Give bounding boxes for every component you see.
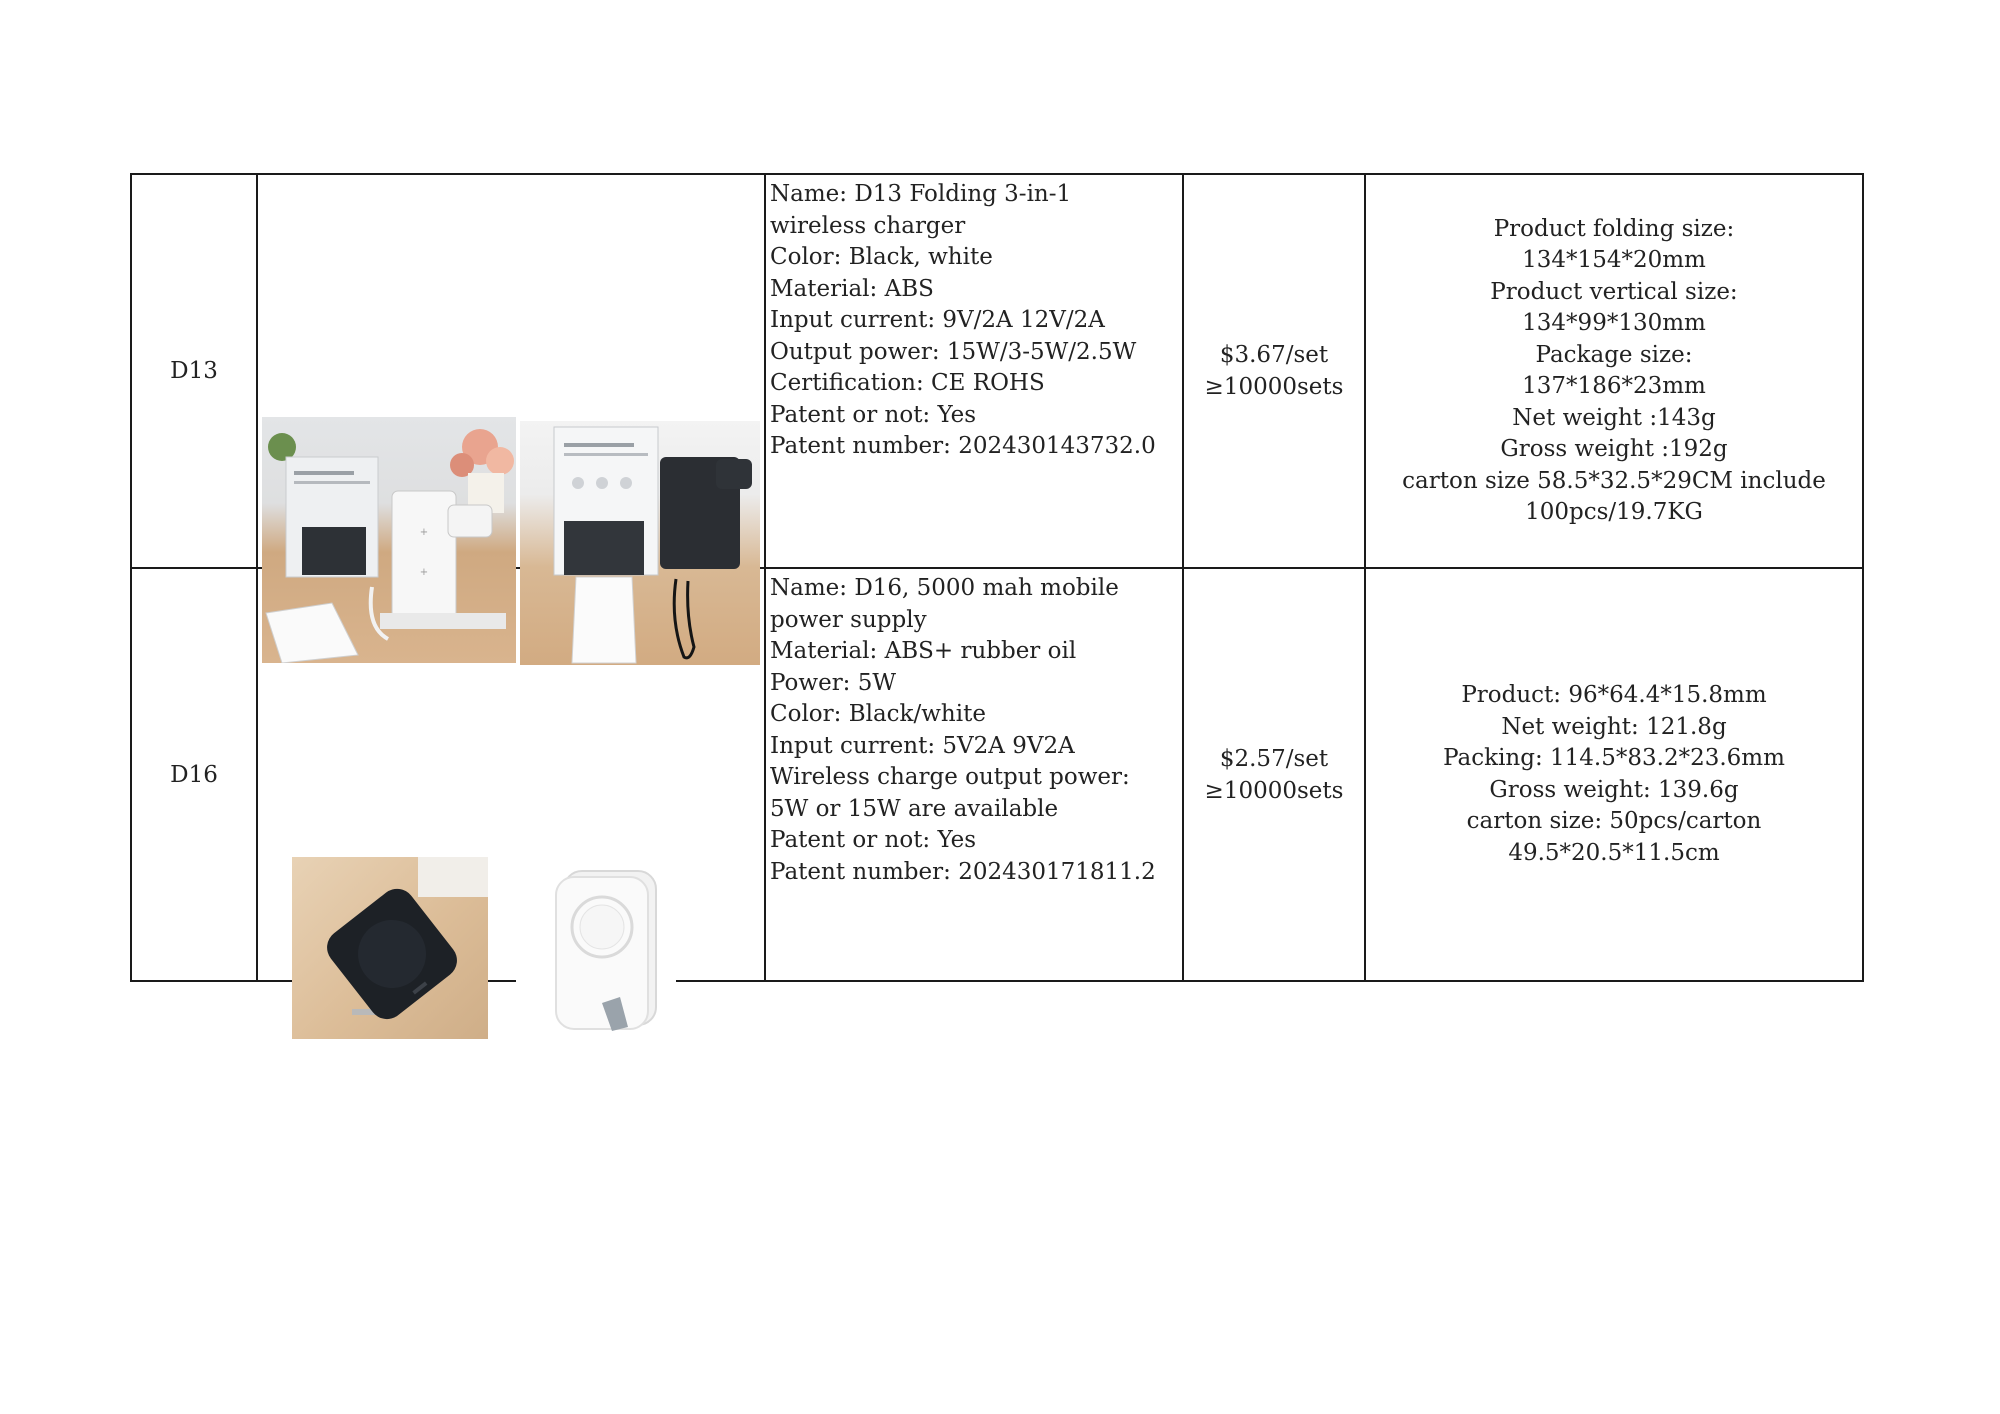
product-code: D16 [131,568,257,981]
spec-line: Input current: 5V2A 9V2A [770,732,1075,759]
spec-line: Wireless charge output power: [770,764,1130,790]
product-table [130,173,1864,982]
price-cell [1183,568,1365,981]
packing-cell [1365,174,1863,568]
spec-line: Color: Black/white [770,701,986,727]
unit-price: $3.67/set [1219,342,1329,368]
moq: ≥10000sets [1204,374,1344,400]
svg-text:+: + [419,527,429,538]
spec-line: Name: D13 Folding 3-in-1 [770,181,1072,207]
spec-line: Certification: CE ROHS [770,370,1045,396]
packing-line: Packing: 114.5*83.2*23.6mm [1443,745,1785,771]
packing-line: 49.5*20.5*11.5cm [1508,839,1720,866]
packing-line: Product folding size: [1493,215,1735,242]
packing-line: Net weight :143g [1512,404,1716,431]
spec-line: Patent or not: Yes [770,401,977,428]
packing-line: carton size 58.5*32.5*29CM include [1402,467,1826,494]
spec-line: wireless charger [770,212,966,239]
packing-line: 100pcs/19.7KG [1525,499,1703,525]
product-photo [292,857,488,1039]
moq: ≥10000sets [1204,777,1344,804]
spec-line: Name: D16, 5000 mah mobile [770,575,1119,601]
spec-line: 5W or 15W are available [770,795,1059,822]
packing-line: carton size: 50pcs/carton [1466,808,1762,834]
packing-line: Package size: [1535,341,1693,368]
price-cell [1183,174,1365,568]
spec-line: Color: Black, white [770,244,993,270]
packing-line: Product vertical size: [1490,278,1738,305]
spec-line: Patent number: 202430143732.0 [770,433,1156,459]
packing-line: Gross weight :192g [1500,436,1728,462]
packing-line: 137*186*23mm [1522,373,1706,399]
spec-line: Input current: 9V/2A 12V/2A [770,307,1105,333]
product-photo [516,865,676,1035]
spec-line: Power: 5W [770,669,897,696]
spec-line: Patent or not: Yes [770,827,977,853]
packing-line: Product: 96*64.4*15.8mm [1461,682,1767,708]
spec-line: Patent number: 202430171811.2 [770,858,1156,885]
packing-line: Net weight: 121.8g [1501,713,1727,740]
spec-line: Output power: 15W/3-5W/2.5W [770,338,1137,365]
spec-cell [765,174,1183,568]
packing-line: 134*99*130mm [1522,310,1706,336]
spec-line: Material: ABS [770,275,934,302]
product-photo [520,421,760,665]
spec-line: power supply [770,606,927,633]
packing-line: Gross weight: 139.6g [1489,776,1739,803]
spec-cell [765,568,1183,981]
unit-price: $2.57/set [1219,745,1329,772]
product-images [257,174,765,578]
packing-cell [1365,568,1863,981]
svg-text:+: + [419,567,429,578]
packing-line: 134*154*20mm [1522,247,1706,273]
product-code: D13 [131,174,257,568]
table-row [131,174,1863,568]
spec-line: Material: ABS+ rubber oil [770,638,1077,664]
product-photo [262,417,516,663]
